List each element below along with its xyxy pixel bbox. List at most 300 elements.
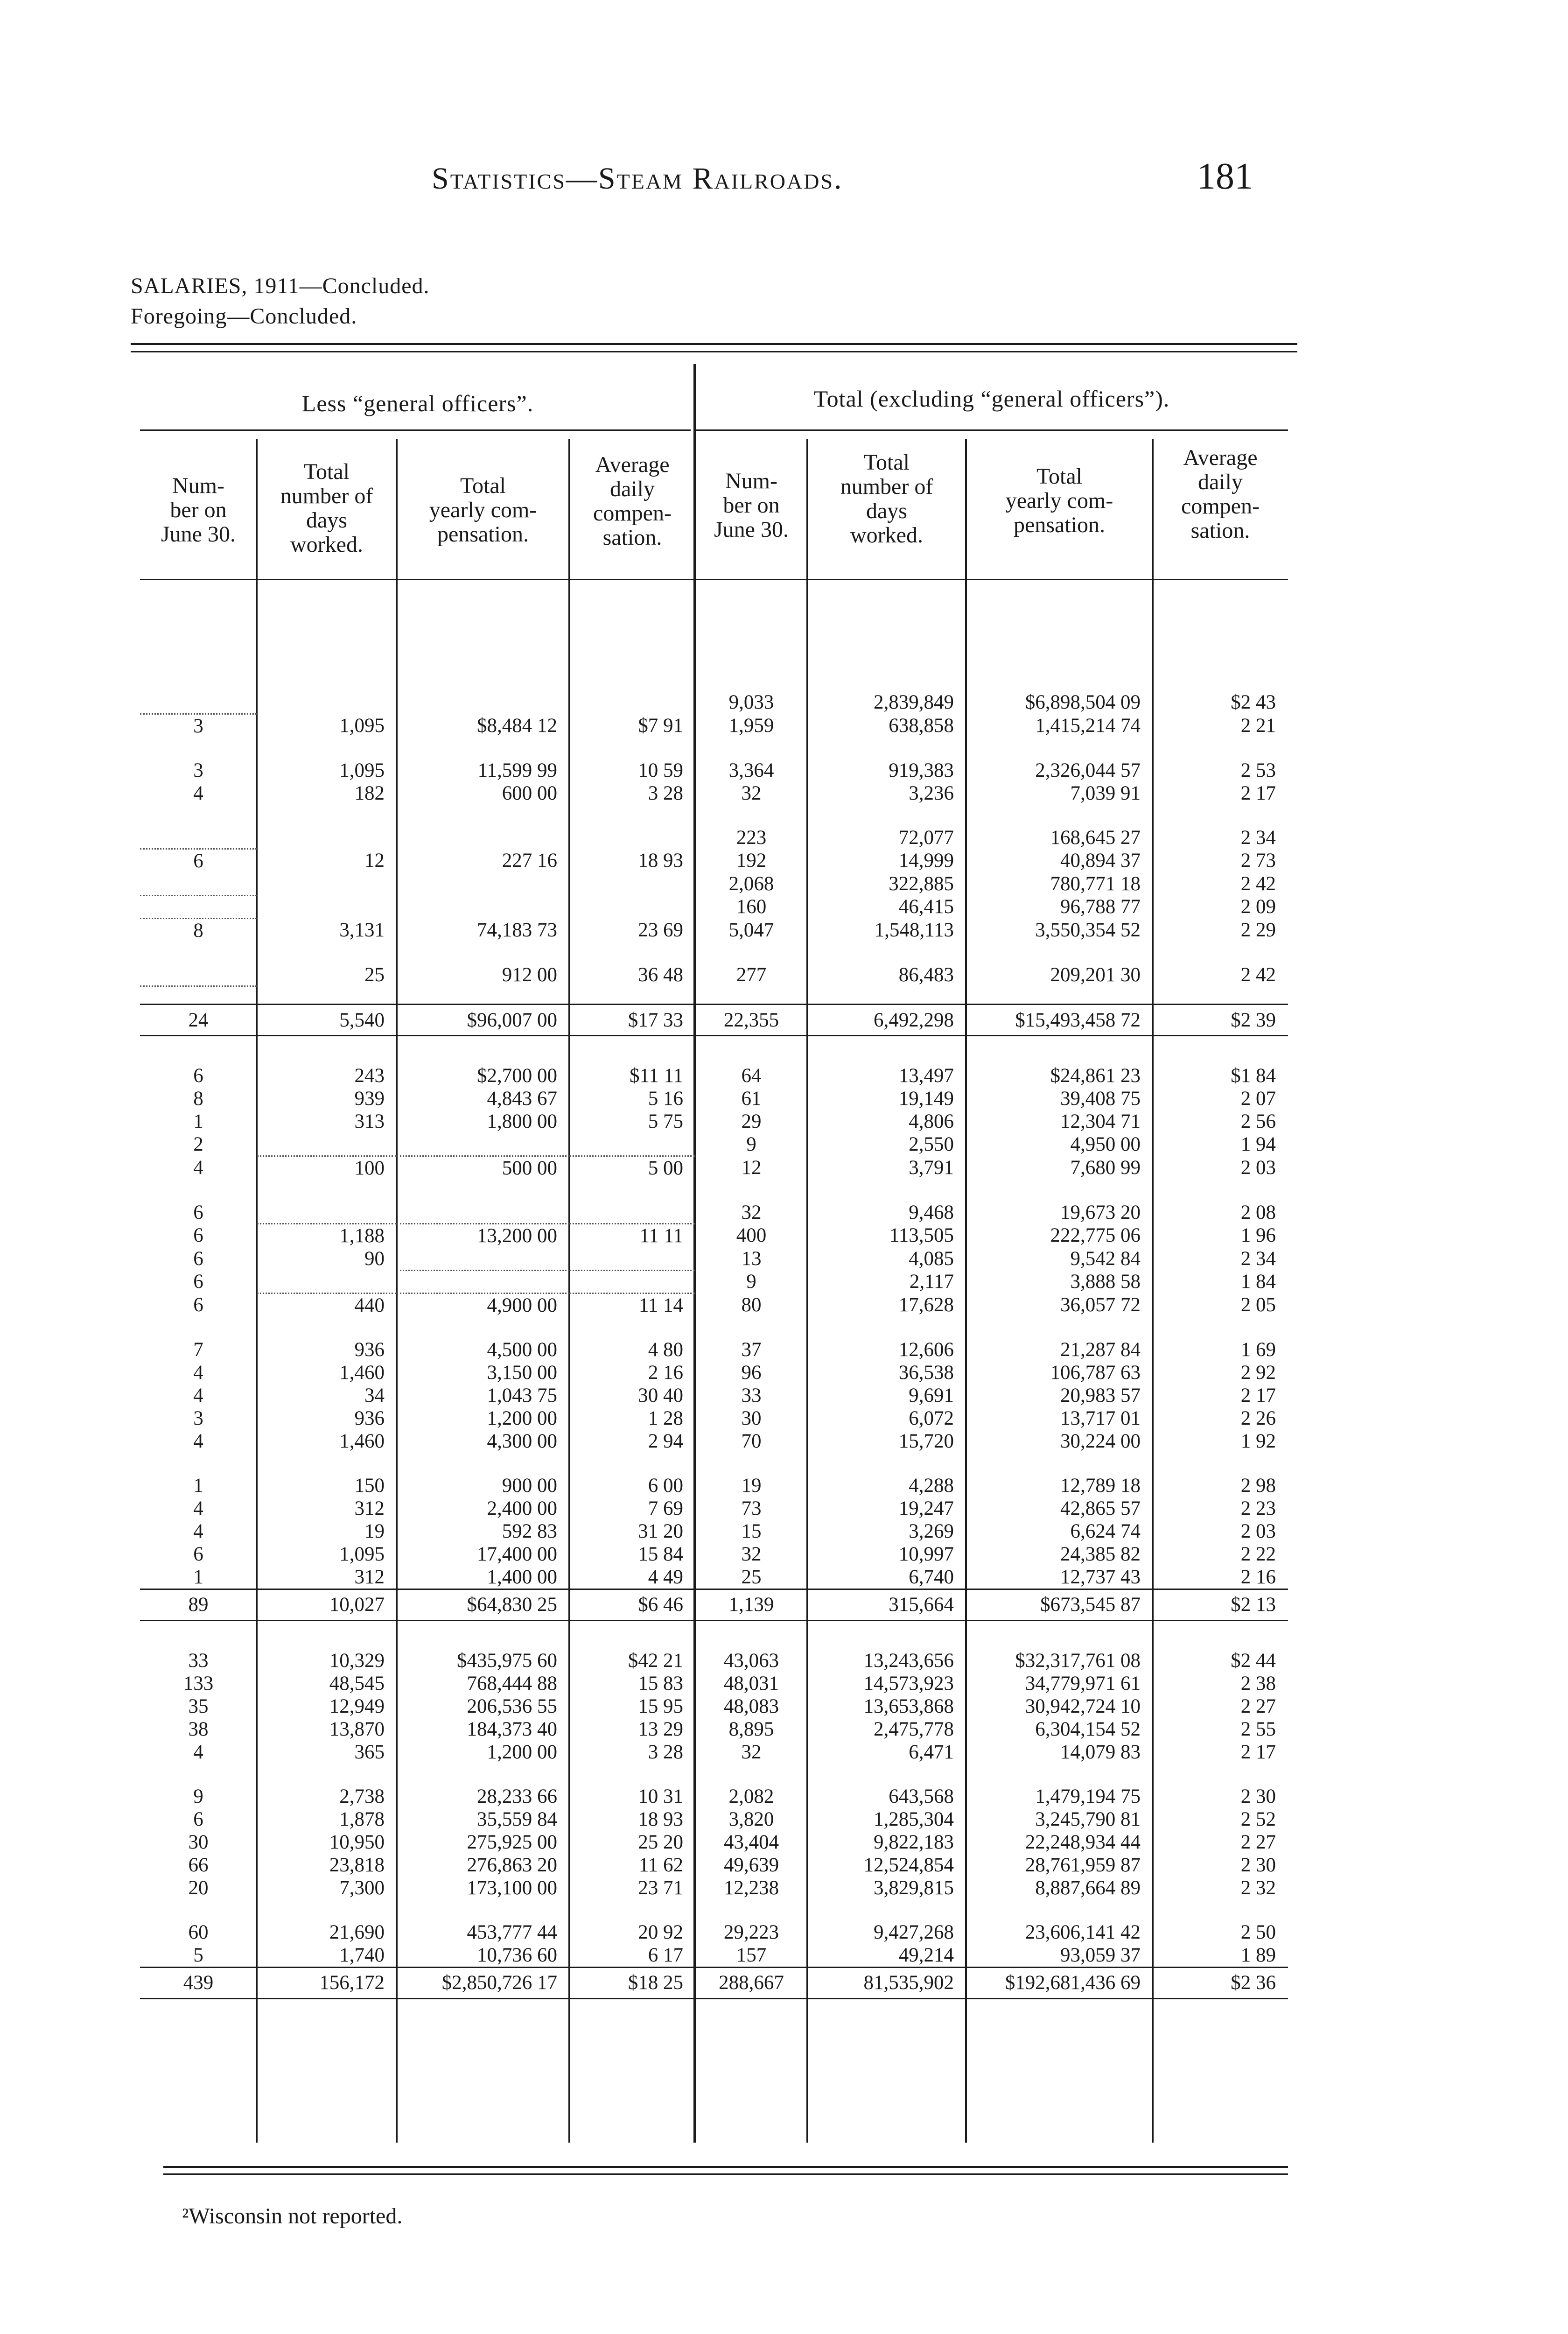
table-cell: 2 23 xyxy=(1240,1497,1276,1519)
table-cell: 61 xyxy=(741,1088,762,1110)
table-row xyxy=(140,1361,1288,1384)
table-cell: 276,863 20 xyxy=(467,1854,557,1876)
table-row xyxy=(140,1695,1288,1718)
table-row xyxy=(140,1497,1288,1520)
spacer-cell xyxy=(807,1620,966,1649)
table-cell: 10,950 xyxy=(329,1831,385,1853)
table-cell: $435,975 60 xyxy=(457,1649,557,1672)
table-cell: 3,791 xyxy=(909,1156,954,1179)
table-cell xyxy=(140,872,257,895)
table-cell: 160 xyxy=(736,896,767,918)
table-cell: 243 xyxy=(354,1065,385,1087)
table-row xyxy=(140,1877,1288,1899)
table-row xyxy=(140,1785,1288,1808)
table-cell: 322,885 xyxy=(889,873,954,895)
table-cell: 13,243,656 xyxy=(863,1649,954,1672)
table-cell: 2 92 xyxy=(1240,1361,1276,1384)
table-cell: 72,077 xyxy=(898,826,954,849)
spacer-cell xyxy=(257,1899,397,1921)
table-cell: 106,787 63 xyxy=(1050,1361,1141,1384)
table-cell: 4 xyxy=(193,1497,203,1519)
table-cell: $2 39 xyxy=(1153,1005,1288,1036)
table-cell: 2 42 xyxy=(1240,873,1276,895)
table-cell: 4 49 xyxy=(648,1566,683,1588)
table-cell: 6,492,298 xyxy=(807,1005,966,1036)
table-caption: SALARIES, 1911—Concluded. xyxy=(131,274,430,298)
table-cell: 35 xyxy=(188,1695,209,1717)
table-cell: 1,479,194 75 xyxy=(1035,1785,1141,1807)
spacer-cell xyxy=(695,1899,807,1921)
spacer-cell xyxy=(140,1899,257,1921)
page-number: 181 xyxy=(1197,156,1253,197)
table-cell: 64 xyxy=(741,1065,762,1087)
table-cell: 4 xyxy=(193,782,203,804)
spacer-cell xyxy=(569,805,695,826)
table-cell: 3,820 xyxy=(728,1808,774,1830)
table-cell: 80 xyxy=(741,1294,762,1316)
table-cell: 312 xyxy=(354,1497,385,1519)
table-cell: 184,373 40 xyxy=(467,1718,557,1740)
table-cell xyxy=(140,895,257,918)
table-cell: 21,287 84 xyxy=(1060,1338,1141,1361)
table-cell: 400 xyxy=(736,1224,767,1247)
table-cell: 936 xyxy=(354,1407,385,1429)
table-cell: 30,942,724 10 xyxy=(1025,1695,1141,1717)
table-cell: 1 xyxy=(193,1111,203,1132)
table-cell: 1 96 xyxy=(1240,1224,1276,1247)
table-cell: 28,233 66 xyxy=(477,1785,557,1807)
spacer-cell xyxy=(1153,986,1288,1005)
table-cell: 1,548,113 xyxy=(874,919,954,941)
table-cell: 439 xyxy=(140,1967,257,1998)
table-cell: 9 xyxy=(746,1133,756,1155)
table-cell: 3,150 00 xyxy=(487,1361,557,1384)
table-cell: 3,888 58 xyxy=(1070,1271,1141,1293)
table-cell: 1,400 00 xyxy=(487,1566,557,1588)
table-cell: 74,183 73 xyxy=(477,919,557,941)
spacer-cell xyxy=(966,986,1153,1005)
table-cell: 6,072 xyxy=(909,1407,954,1429)
spacer-row xyxy=(140,1317,1288,1338)
table-cell: $11 11 xyxy=(629,1065,683,1087)
table-cell: 5,047 xyxy=(728,919,774,941)
table-cell: 365 xyxy=(354,1741,385,1763)
spacer-cell xyxy=(140,1453,257,1474)
spacer-row xyxy=(140,1180,1288,1201)
table-row xyxy=(140,918,1288,942)
table-cell: 4,300 00 xyxy=(487,1430,557,1452)
table-cell: $8,484 12 xyxy=(477,714,557,737)
table-cell: 2,400 00 xyxy=(487,1497,557,1519)
table-cell: 6 17 xyxy=(648,1944,683,1966)
table-row xyxy=(140,1474,1288,1497)
table-cell: 25 xyxy=(364,963,385,986)
spacer-cell xyxy=(257,1180,397,1201)
table-cell: 40,894 37 xyxy=(1060,850,1141,872)
table-cell: 4 80 xyxy=(648,1338,683,1361)
table-cell: 1,200 00 xyxy=(487,1407,557,1429)
table-cell: 5 16 xyxy=(648,1088,683,1110)
table-cell: 1,095 xyxy=(339,714,385,737)
table-cell: 30 40 xyxy=(638,1384,683,1406)
table-row xyxy=(140,895,1288,918)
table-row xyxy=(140,826,1288,849)
table-cell: 6,471 xyxy=(909,1741,954,1763)
table-cell: 32 xyxy=(741,1543,762,1565)
table-cell: 1,415,214 74 xyxy=(1035,714,1141,737)
table-cell: $32,317,761 08 xyxy=(1015,1649,1141,1672)
table-cell: 14,999 xyxy=(898,850,954,872)
table-cell: 89 xyxy=(140,1589,257,1620)
table-row xyxy=(140,1110,1288,1133)
col-head-number: Num- ber on June 30. xyxy=(161,473,236,547)
table-cell xyxy=(569,1270,695,1293)
table-cell: 25 20 xyxy=(638,1831,683,1853)
table-cell: 30 xyxy=(741,1407,762,1429)
table-cell: 312 xyxy=(354,1566,385,1588)
spacer-cell xyxy=(966,738,1153,759)
table-cell: 2 30 xyxy=(1240,1854,1276,1876)
table-cell: 7,039 91 xyxy=(1070,782,1141,804)
table-cell: 1 94 xyxy=(1240,1133,1276,1155)
table-cell: 3 28 xyxy=(648,782,683,804)
table-cell: 192 xyxy=(736,850,767,872)
spacer-cell xyxy=(966,1620,1153,1649)
table-cell xyxy=(140,963,257,986)
table-cell: 18 93 xyxy=(638,850,683,872)
table-cell: 1 69 xyxy=(1240,1338,1276,1361)
table-cell: 919,383 xyxy=(889,759,954,781)
table-cell: 48,031 xyxy=(723,1672,779,1694)
table-cell: 13 29 xyxy=(638,1718,683,1740)
table-cell: 14,079 83 xyxy=(1060,1741,1141,1763)
table-cell: 48,083 xyxy=(723,1695,779,1717)
table-cell: 2 42 xyxy=(1240,963,1276,986)
table-cell: 14,573,923 xyxy=(863,1672,954,1694)
table-cell: 1 xyxy=(193,1474,203,1497)
spacer-cell xyxy=(1153,1180,1288,1201)
table-cell: 10 31 xyxy=(638,1785,683,1807)
table-cell: 30,224 00 xyxy=(1060,1430,1141,1452)
table-cell: 7,680 99 xyxy=(1070,1156,1141,1179)
table-cell xyxy=(257,1201,397,1224)
spacer-cell xyxy=(966,1764,1153,1785)
table-cell: 2 xyxy=(193,1133,203,1155)
table-cell: 23,606,141 42 xyxy=(1025,1921,1141,1943)
total-row xyxy=(140,1967,1288,1998)
table-cell: 2 73 xyxy=(1240,850,1276,872)
header-bottom-rule xyxy=(140,579,1288,580)
table-row xyxy=(140,714,1288,738)
table-row xyxy=(140,1741,1288,1764)
spacer-cell xyxy=(695,1764,807,1785)
table-cell: 6,304,154 52 xyxy=(1035,1718,1141,1740)
table-cell: 15 xyxy=(741,1520,762,1542)
table-cell: 113,505 xyxy=(889,1224,954,1247)
table-cell: 37 xyxy=(741,1338,762,1361)
table-cell: 4 xyxy=(193,1520,203,1542)
table-cell: 11,599 99 xyxy=(477,759,557,781)
table-row xyxy=(140,691,1288,714)
table-cell: 2 16 xyxy=(648,1361,683,1384)
group-rule-left xyxy=(140,429,691,431)
table-cell: 1,043 75 xyxy=(487,1384,557,1406)
table-cell: 2,326,044 57 xyxy=(1035,759,1141,781)
table-cell: 46,415 xyxy=(898,896,954,918)
table-cell: 93,059 37 xyxy=(1060,1944,1141,1966)
table-cell: $2 44 xyxy=(1231,1649,1276,1672)
table-cell: 24 xyxy=(140,1005,257,1036)
table-cell: 1 xyxy=(193,1566,203,1588)
table-cell: 313 xyxy=(354,1111,385,1132)
table-cell: 3,269 xyxy=(909,1520,954,1542)
table-cell: 19 xyxy=(364,1520,385,1542)
spacer-cell xyxy=(140,1317,257,1338)
table-cell: 1,285,304 xyxy=(874,1808,954,1830)
table-cell xyxy=(257,1270,397,1293)
table-cell: 1 92 xyxy=(1240,1430,1276,1452)
table-cell: 2 21 xyxy=(1240,714,1276,737)
table-body xyxy=(140,663,1288,1998)
table-cell xyxy=(569,826,695,849)
table-cell: 2 17 xyxy=(1240,782,1276,804)
table-cell: 7 xyxy=(193,1338,203,1361)
table-cell: 5 00 xyxy=(648,1157,683,1179)
spacer-cell xyxy=(807,1180,966,1201)
table-row xyxy=(140,1270,1288,1293)
table-cell: 32 xyxy=(741,782,762,804)
table-cell: 73 xyxy=(741,1497,762,1519)
table-cell: 2 53 xyxy=(1240,759,1276,781)
table-cell: 2 03 xyxy=(1240,1520,1276,1542)
table-cell: 6 xyxy=(193,1065,203,1087)
table-cell: $2,850,726 17 xyxy=(397,1967,569,1998)
spacer-cell xyxy=(397,1620,569,1649)
table-row xyxy=(140,1808,1288,1831)
table-cell: 31 20 xyxy=(638,1520,683,1542)
table-cell: 13,200 00 xyxy=(477,1225,557,1247)
table-cell: 222,775 06 xyxy=(1050,1224,1141,1247)
table-cell xyxy=(569,1133,695,1156)
table-cell: 10,997 xyxy=(898,1543,954,1565)
spacer-cell xyxy=(695,738,807,759)
table-cell: 6 00 xyxy=(648,1474,683,1497)
spacer-cell xyxy=(695,663,807,691)
table-cell: 12,949 xyxy=(329,1695,385,1717)
table-row xyxy=(140,1543,1288,1566)
table-cell: $18 25 xyxy=(569,1967,695,1998)
table-cell xyxy=(257,872,397,895)
table-cell: 2 50 xyxy=(1240,1921,1276,1943)
table-cell: 6 xyxy=(193,850,203,872)
spacer-cell xyxy=(257,1317,397,1338)
table-cell: 168,645 27 xyxy=(1050,826,1141,849)
table-cell: 9,427,268 xyxy=(874,1921,954,1943)
table-cell: 2 07 xyxy=(1240,1088,1276,1110)
table-cell: 2 29 xyxy=(1240,919,1276,941)
table-cell: 453,777 44 xyxy=(467,1921,557,1943)
table-cell: 2 08 xyxy=(1240,1201,1276,1223)
table-cell: 5 75 xyxy=(648,1111,683,1132)
spacer-cell xyxy=(1153,738,1288,759)
spacer-row xyxy=(140,1764,1288,1785)
spacer-cell xyxy=(807,1036,966,1065)
table-cell: 3,364 xyxy=(728,759,774,781)
table-cell: 592 83 xyxy=(502,1520,557,1542)
table-cell: 22,248,934 44 xyxy=(1025,1831,1141,1853)
table-cell: 2,738 xyxy=(339,1785,385,1807)
table-cell xyxy=(257,895,397,918)
table-cell: 1 28 xyxy=(648,1407,683,1429)
table-cell: 3,245,790 81 xyxy=(1035,1808,1141,1830)
spacer-cell xyxy=(1153,1620,1288,1649)
table-cell: 18 93 xyxy=(638,1808,683,1830)
table-cell: 2,839,849 xyxy=(874,691,954,713)
table-cell: 10,329 xyxy=(329,1649,385,1672)
group-total-excl-general-officers: Total (excluding “general officers”). xyxy=(813,386,1170,412)
table-cell: 4,288 xyxy=(909,1474,954,1497)
spacer-cell xyxy=(807,942,966,963)
table-cell: 12,606 xyxy=(898,1338,954,1361)
table-cell: 15 84 xyxy=(638,1543,683,1565)
table-cell: 19 xyxy=(741,1474,762,1497)
table-cell: 1,740 xyxy=(339,1944,385,1966)
spacer-cell xyxy=(257,1036,397,1065)
table-cell: 34,779,971 61 xyxy=(1025,1672,1141,1694)
table-cell: 9,691 xyxy=(909,1384,954,1406)
table-row xyxy=(140,1430,1288,1453)
spacer-cell xyxy=(966,1899,1153,1921)
table-cell: $673,545 87 xyxy=(966,1589,1153,1620)
table-cell: 9,033 xyxy=(728,691,774,713)
spacer-cell xyxy=(140,986,257,1005)
spacer-cell xyxy=(140,1620,257,1649)
table-cell: 49,214 xyxy=(898,1944,954,1966)
col-head-average-total: Average daily compen- sation. xyxy=(1181,445,1260,543)
table-cell: 3,131 xyxy=(339,919,385,941)
table-cell: 4,806 xyxy=(909,1111,954,1132)
spacer-cell xyxy=(397,942,569,963)
table-cell xyxy=(397,691,569,714)
spacer-cell xyxy=(140,663,257,691)
table-cell: 2 27 xyxy=(1240,1695,1276,1717)
table-cell: 12,737 43 xyxy=(1060,1566,1141,1588)
table-cell: 38 xyxy=(188,1718,209,1740)
table-cell xyxy=(569,1247,695,1270)
spacer-row xyxy=(140,1453,1288,1474)
table-cell xyxy=(257,826,397,849)
table-cell: 96 xyxy=(741,1361,762,1384)
spacer-row xyxy=(140,986,1288,1005)
table-cell: 768,444 88 xyxy=(467,1672,557,1694)
table-cell: 66 xyxy=(188,1854,209,1876)
table-cell: 100 xyxy=(354,1157,385,1179)
table-cell: 9,468 xyxy=(909,1201,954,1223)
spacer-cell xyxy=(695,1180,807,1201)
table-cell: 60 xyxy=(188,1921,209,1943)
table-cell: 5 xyxy=(193,1944,203,1966)
table-cell: 209,201 30 xyxy=(1050,963,1141,986)
table-cell: 90 xyxy=(364,1248,385,1270)
table-cell: 36 48 xyxy=(638,963,683,986)
table-cell: 24,385 82 xyxy=(1060,1543,1141,1565)
table-cell: 43,404 xyxy=(723,1831,779,1853)
table-cell: 6 xyxy=(193,1294,203,1316)
table-cell: 29 xyxy=(741,1111,762,1132)
table-row xyxy=(140,1064,1288,1087)
bottom-rule-2 xyxy=(163,2173,1288,2175)
col-head-yearly-total: Total yearly com- pensation. xyxy=(1005,464,1113,537)
spacer-cell xyxy=(1153,1899,1288,1921)
spacer-cell xyxy=(397,986,569,1005)
table-row xyxy=(140,759,1288,782)
table-cell: 34 xyxy=(364,1384,385,1406)
table-cell: 32 xyxy=(741,1201,762,1223)
spacer-cell xyxy=(569,1899,695,1921)
table-cell: 1,188 xyxy=(339,1225,385,1247)
table-cell: 939 xyxy=(354,1088,385,1110)
total-row xyxy=(140,1005,1288,1036)
salaries-table xyxy=(140,663,1288,1999)
spacer-cell xyxy=(569,1036,695,1065)
table-cell: 206,536 55 xyxy=(467,1695,557,1717)
spacer-cell xyxy=(257,805,397,826)
table-cell: 275,925 00 xyxy=(467,1831,557,1853)
spacer-row xyxy=(140,738,1288,759)
spacer-cell xyxy=(257,942,397,963)
table-cell: 30 xyxy=(188,1831,209,1853)
table-cell: 1,200 00 xyxy=(487,1741,557,1763)
table-row xyxy=(140,1384,1288,1407)
table-cell: 288,667 xyxy=(695,1967,807,1998)
spacer-cell xyxy=(140,1180,257,1201)
spacer-row xyxy=(140,1620,1288,1649)
spacer-cell xyxy=(397,1036,569,1065)
spacer-cell xyxy=(257,1453,397,1474)
table-cell: 1,095 xyxy=(339,759,385,781)
spacer-cell xyxy=(695,1453,807,1474)
spacer-cell xyxy=(140,1764,257,1785)
table-cell: 173,100 00 xyxy=(467,1877,557,1899)
table-cell: 10,027 xyxy=(257,1589,397,1620)
table-cell: 1,095 xyxy=(339,1543,385,1565)
col-head-average: Average daily compen- sation. xyxy=(593,452,672,550)
spacer-cell xyxy=(397,1180,569,1201)
col-head-number-total: Num- ber on June 30. xyxy=(714,469,789,542)
table-cell xyxy=(397,872,569,895)
table-row xyxy=(140,1224,1288,1248)
table-cell: 500 00 xyxy=(502,1157,557,1179)
table-cell: 29,223 xyxy=(723,1921,779,1943)
table-cell: 13,653,868 xyxy=(863,1695,954,1717)
table-cell: $2 13 xyxy=(1153,1589,1288,1620)
table-cell: 2 26 xyxy=(1240,1407,1276,1429)
table-cell: 9 xyxy=(746,1271,756,1293)
spacer-cell xyxy=(807,1453,966,1474)
top-rule-2 xyxy=(131,351,1297,352)
spacer-cell xyxy=(569,738,695,759)
running-head-title: Statistics—Steam Railroads. xyxy=(432,162,843,196)
table-cell xyxy=(569,691,695,714)
table-cell: 13 xyxy=(741,1248,762,1270)
table-cell: 20,983 57 xyxy=(1060,1384,1141,1406)
table-cell: 1 89 xyxy=(1240,1944,1276,1966)
table-cell: 277 xyxy=(736,963,767,986)
table-cell: 17,400 00 xyxy=(477,1543,557,1565)
spacer-cell xyxy=(257,738,397,759)
col-head-yearly: Total yearly com- pensation. xyxy=(429,473,537,547)
table-cell: 2 98 xyxy=(1240,1474,1276,1497)
